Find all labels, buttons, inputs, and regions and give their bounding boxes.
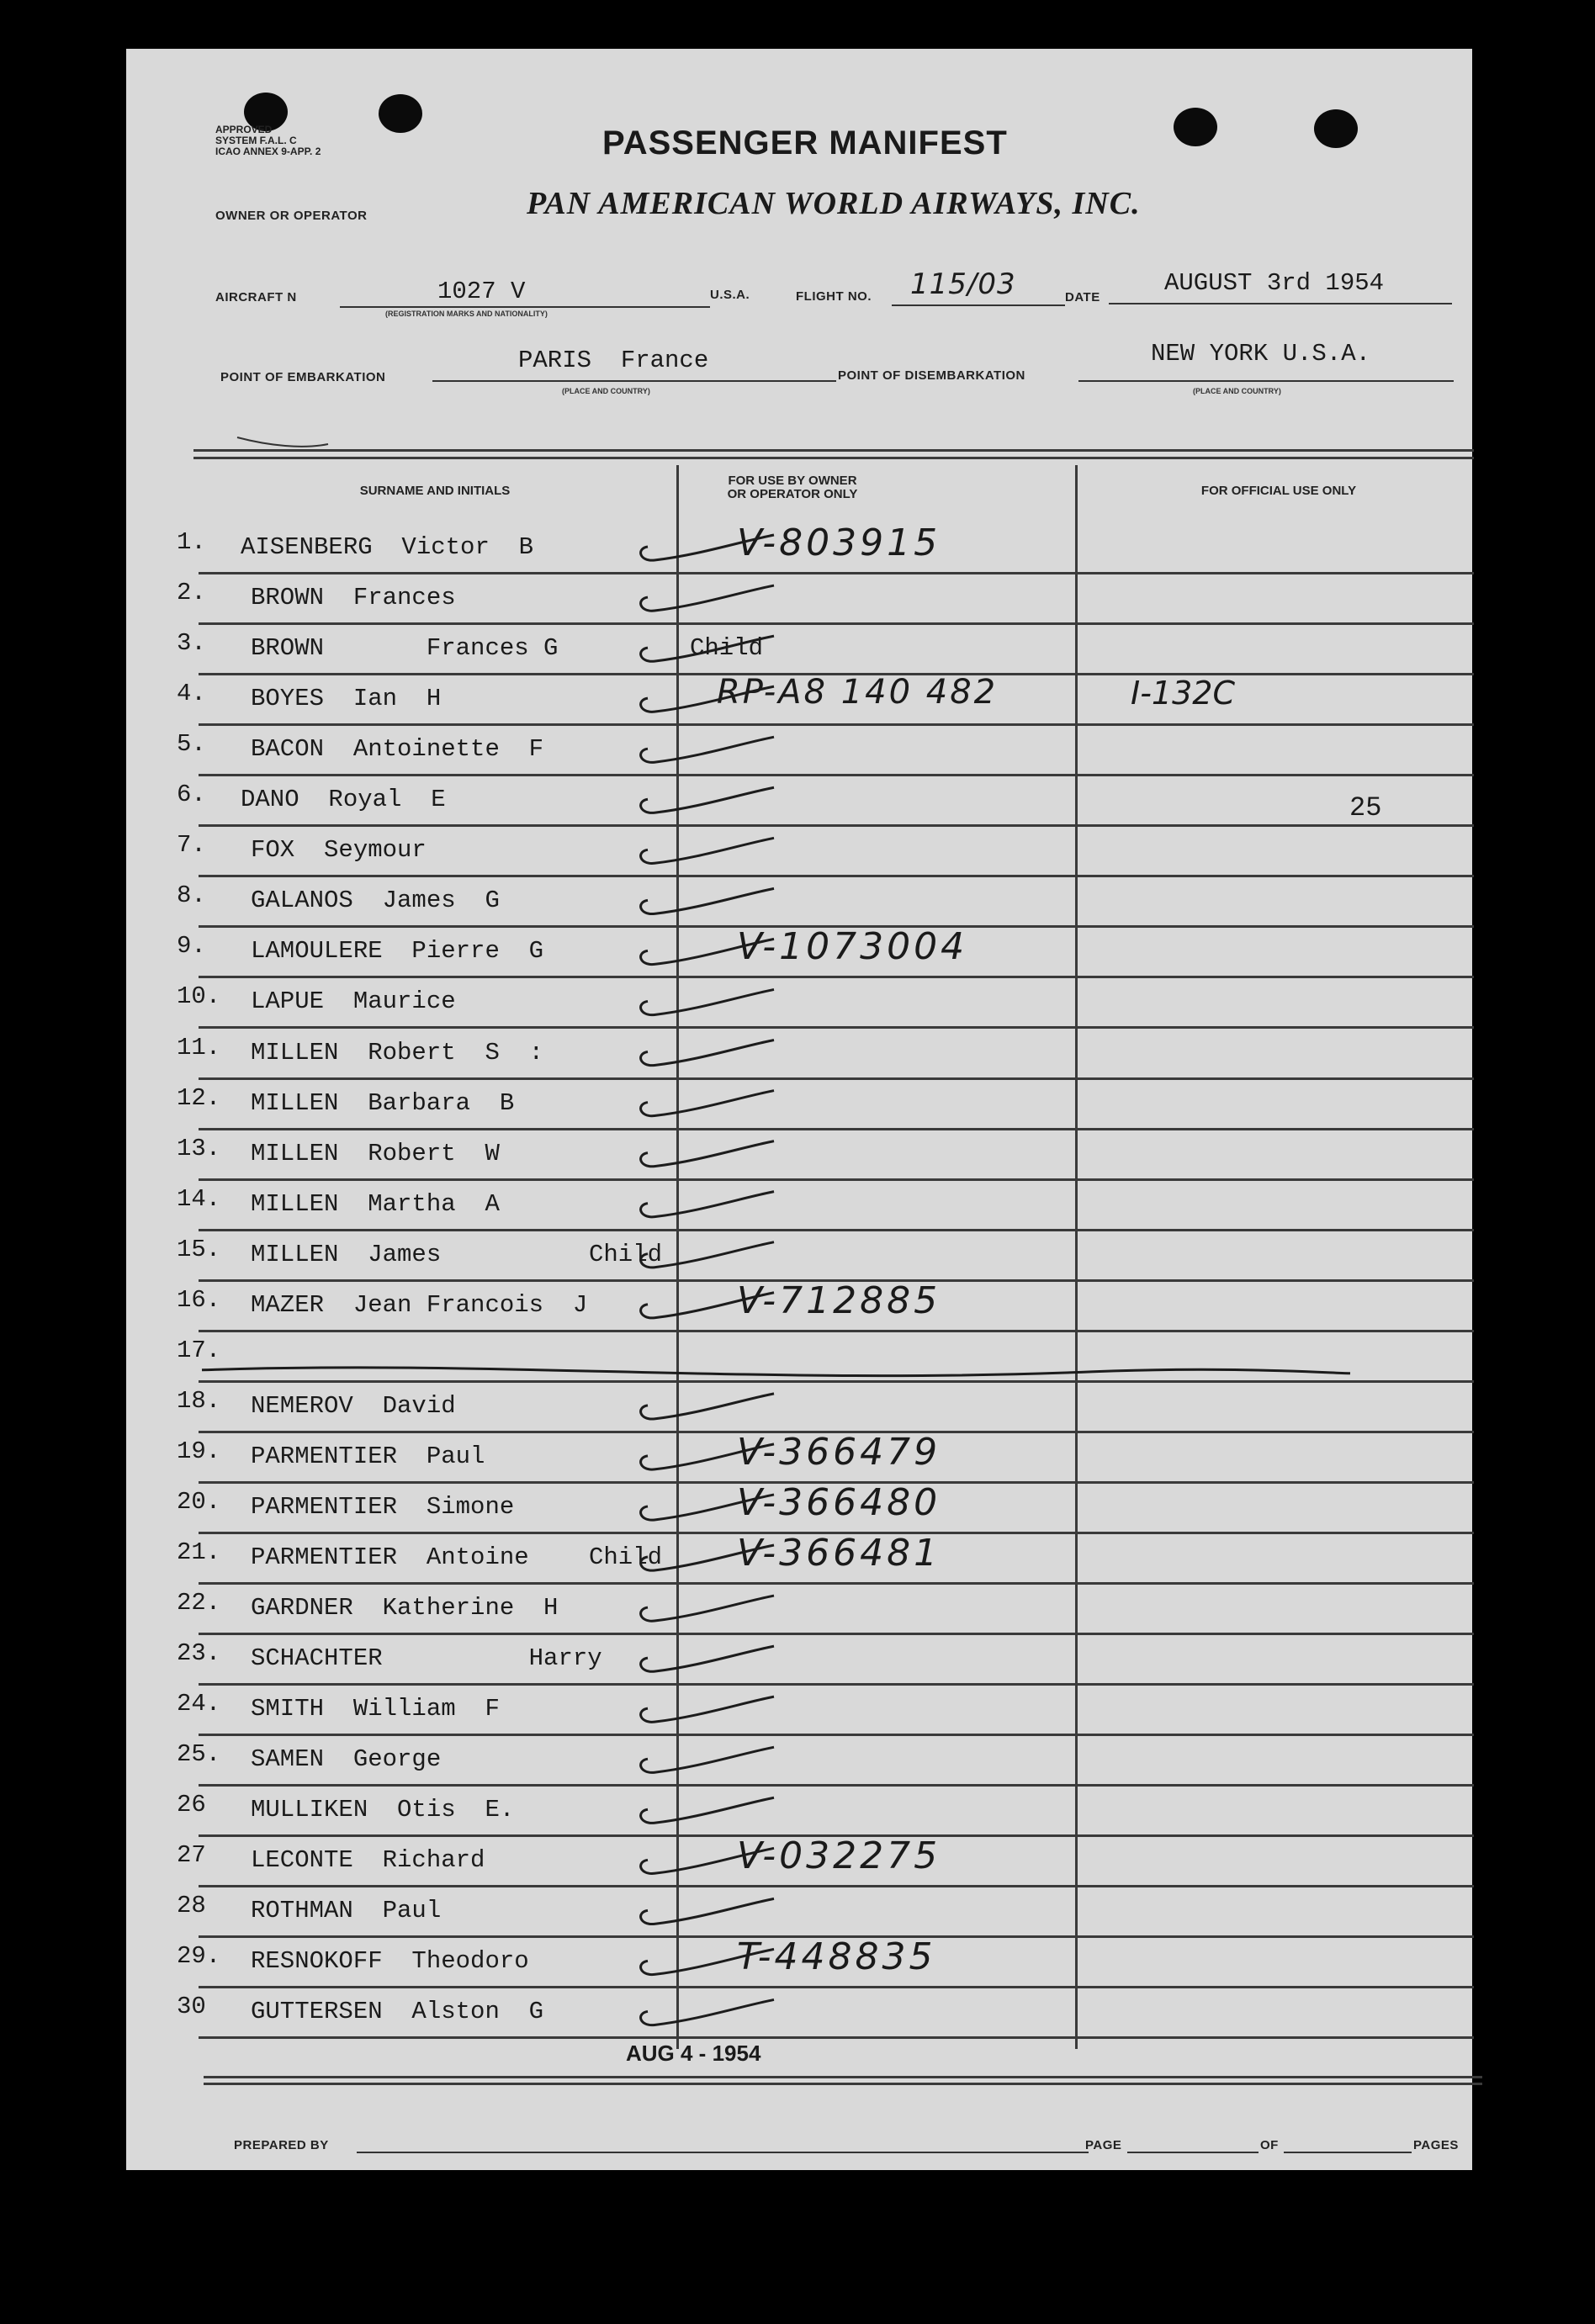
- embark-sublabel: (PLACE AND COUNTRY): [562, 387, 650, 395]
- pencil-mark: [237, 437, 328, 447]
- official-note: 25: [1349, 792, 1382, 824]
- usa-label: U.S.A.: [710, 288, 750, 302]
- flight-label: FLIGHT NO.: [796, 289, 872, 304]
- official-note: I-132C: [1131, 675, 1235, 712]
- row-number: 11.: [177, 1033, 221, 1061]
- passenger-name: FOX Seymour: [251, 836, 427, 865]
- passenger-name: NEMEROV David: [251, 1391, 456, 1420]
- row-number: 9.: [177, 932, 206, 961]
- row-number: 30: [177, 1993, 206, 2021]
- row-number: 16.: [177, 1285, 221, 1314]
- check-mark: [641, 989, 774, 1014]
- row-number: 4.: [177, 680, 206, 708]
- row-number: 25.: [177, 1740, 221, 1769]
- row-number: 19.: [177, 1437, 221, 1465]
- check-mark: [641, 1141, 774, 1167]
- document-number: V-032275: [737, 1834, 941, 1878]
- passenger-name: BROWN Frances G: [251, 634, 559, 663]
- passenger-name: LAPUE Maurice: [251, 987, 456, 1016]
- check-mark: [641, 535, 774, 560]
- check-mark: [641, 737, 774, 762]
- approval-stamp: APPROVED SYSTEM F.A.L. C ICAO ANNEX 9-APP. 2: [215, 124, 321, 157]
- column-header-names: SURNAME AND INITIALS: [359, 484, 511, 498]
- passenger-name: PARMENTIER Simone: [251, 1492, 515, 1521]
- check-mark: [641, 1242, 774, 1268]
- row-number: 2.: [177, 579, 206, 607]
- passenger-note: Child: [589, 1543, 663, 1571]
- column-header-owner: FOR USE BY OWNER OR OPERATOR ONLY: [727, 474, 858, 501]
- passenger-name: SCHACHTER Harry: [251, 1644, 602, 1673]
- row-number: 24.: [177, 1690, 221, 1718]
- passenger-name: PARMENTIER Antoine: [251, 1543, 529, 1571]
- passenger-note: Child: [690, 634, 764, 663]
- check-mark: [641, 1848, 774, 1873]
- check-mark: [641, 636, 774, 661]
- passenger-name: RESNOKOFF Theodoro: [251, 1947, 529, 1976]
- row-number: 20.: [177, 1487, 221, 1516]
- document-number: T-448835: [737, 1935, 936, 1979]
- check-mark: [641, 585, 774, 611]
- passenger-name: LECONTE Richard: [251, 1846, 485, 1875]
- document-number: V-1073004: [737, 925, 968, 969]
- check-mark: [641, 1596, 774, 1621]
- check-mark: [641, 1646, 774, 1671]
- row-number: 21.: [177, 1538, 221, 1566]
- check-mark: [641, 838, 774, 863]
- document-number: V-712885: [737, 1278, 941, 1322]
- row-number: 28: [177, 1892, 206, 1920]
- page-title: PASSENGER MANIFEST: [602, 124, 1008, 161]
- row-number: 5.: [177, 730, 206, 759]
- document-number: V-803915: [737, 521, 941, 564]
- document-number: V-366479: [737, 1430, 941, 1474]
- passenger-name: GUTTERSEN Alston G: [251, 1998, 544, 2026]
- aircraft-label: AIRCRAFT N: [215, 290, 297, 304]
- aircraft-sublabel: (REGISTRATION MARKS AND NATIONALITY): [385, 310, 548, 318]
- row-number: 13.: [177, 1134, 221, 1162]
- check-mark: [641, 1091, 774, 1116]
- disembark-label: POINT OF DISEMBARKATION: [838, 368, 1025, 383]
- row-number: 8.: [177, 881, 206, 910]
- passenger-name: MULLIKEN Otis E.: [251, 1796, 515, 1824]
- airline-name: PAN AMERICAN WORLD AIRWAYS, INC.: [527, 186, 1141, 221]
- document-number: RP-A8 140 482: [717, 673, 999, 712]
- embark-label: POINT OF EMBARKATION: [220, 370, 386, 384]
- disembark-sublabel: (PLACE AND COUNTRY): [1193, 387, 1281, 395]
- row-number: 17.: [177, 1336, 221, 1364]
- page-label: PAGE: [1085, 2138, 1122, 2152]
- check-mark: [641, 888, 774, 913]
- passenger-name: SMITH William F: [251, 1695, 500, 1723]
- column-header-official: FOR OFFICIAL USE ONLY: [1200, 484, 1357, 498]
- passenger-name: MILLEN Barbara B: [251, 1088, 515, 1117]
- check-mark: [641, 1293, 774, 1318]
- passenger-name: BOYES Ian H: [251, 685, 442, 713]
- flight-value: 115/03: [910, 267, 1016, 301]
- document-number: V-366481: [737, 1532, 941, 1575]
- row-number: 29.: [177, 1942, 221, 1971]
- check-mark: [641, 1949, 774, 1974]
- row-number: 7.: [177, 831, 206, 860]
- check-mark: [641, 1495, 774, 1520]
- check-mark: [641, 1040, 774, 1066]
- passenger-name: BACON Antoinette F: [251, 735, 544, 764]
- passenger-name: GALANOS James G: [251, 887, 500, 915]
- check-mark: [641, 1192, 774, 1217]
- disembark-value: NEW YORK U.S.A.: [1151, 340, 1371, 368]
- row-number: 6.: [177, 781, 206, 809]
- passenger-name: ROTHMAN Paul: [251, 1897, 442, 1925]
- row-number: 23.: [177, 1639, 221, 1668]
- passenger-name: AISENBERG Victor B: [241, 533, 534, 561]
- check-mark: [641, 787, 774, 813]
- passenger-name: DANO Royal E: [241, 786, 446, 814]
- check-mark: [641, 1444, 774, 1469]
- passenger-name: GARDNER Katherine H: [251, 1594, 559, 1623]
- row-number: 12.: [177, 1083, 221, 1112]
- row-number: 22.: [177, 1589, 221, 1617]
- check-mark: [641, 1747, 774, 1772]
- passenger-name: SAMEN George: [251, 1745, 442, 1774]
- passenger-name: MILLEN Robert W: [251, 1139, 500, 1167]
- pages-label: PAGES: [1413, 2138, 1459, 2152]
- row-number: 14.: [177, 1184, 221, 1213]
- strike-through-line: [202, 1368, 1350, 1376]
- row-number: 10.: [177, 982, 221, 1011]
- date-value: AUGUST 3rd 1954: [1164, 269, 1385, 297]
- row-number: 15.: [177, 1235, 221, 1263]
- prepared-by-label: PREPARED BY: [234, 2138, 329, 2152]
- passenger-name: PARMENTIER Paul: [251, 1442, 485, 1470]
- owner-label: OWNER OR OPERATOR: [215, 209, 368, 223]
- row-number: 18.: [177, 1386, 221, 1415]
- aircraft-value: 1027 V: [437, 278, 526, 305]
- passenger-name: MILLEN Robert S :: [251, 1038, 544, 1067]
- row-number: 27: [177, 1841, 206, 1870]
- received-stamp: AUG 4 - 1954: [626, 2041, 761, 2066]
- passenger-name: BROWN Frances: [251, 584, 456, 612]
- check-mark: [641, 1697, 774, 1722]
- passenger-name: MILLEN Martha A: [251, 1189, 500, 1218]
- row-number: 26: [177, 1791, 206, 1819]
- row-number: 1.: [177, 528, 206, 556]
- check-mark: [641, 1999, 774, 2025]
- of-label: OF: [1260, 2138, 1279, 2152]
- check-mark: [641, 686, 774, 712]
- check-mark: [641, 1545, 774, 1570]
- date-label: DATE: [1065, 290, 1100, 304]
- embark-value: PARIS France: [518, 347, 709, 374]
- check-mark: [641, 1394, 774, 1419]
- check-mark: [641, 1898, 774, 1924]
- passenger-name: MILLEN James: [251, 1240, 442, 1268]
- check-mark: [641, 1797, 774, 1823]
- passenger-note: Child: [589, 1240, 663, 1268]
- document-number: V-366480: [737, 1480, 941, 1524]
- passenger-name: MAZER Jean Francois J: [251, 1290, 588, 1319]
- check-mark: [641, 939, 774, 964]
- passenger-name: LAMOULERE Pierre G: [251, 937, 544, 966]
- row-number: 3.: [177, 629, 206, 658]
